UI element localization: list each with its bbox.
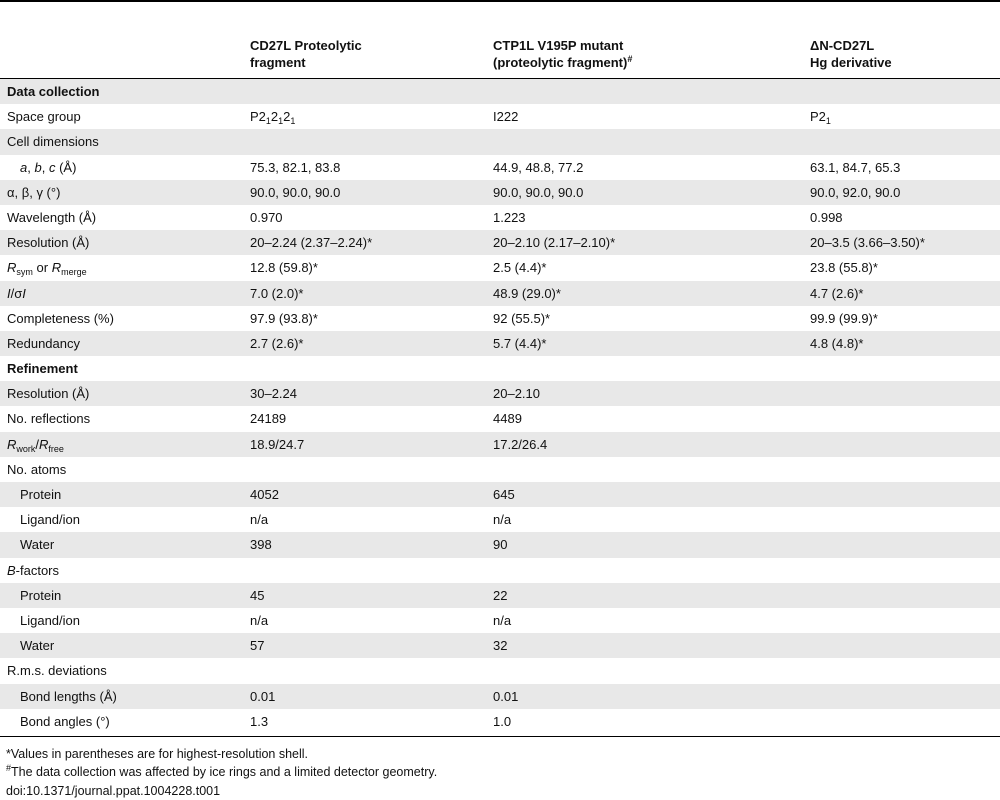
table-header [0,29,1000,78]
top-rule [0,0,1000,2]
table-row-no-atoms: No. atoms [7,461,67,477]
footnote-star: *Values in parentheses are for highest-resolution shell. [6,747,309,761]
doi-text: doi:10.1371/journal.ppat.1004228.t001 [6,784,221,798]
table-body [0,79,1000,734]
table-row-abc: a, b, c (Å) 75.3, 82.1, 83.8 44.9, 48.8, 77.2 63.1, 84.7, 65.3 [20,159,901,175]
table-row-rwork-rfree: $R_{work}/R_{free}$ 18.9/24.7 17.2/26.4 [0,432,1000,457]
table-row-rms: R.m.s. deviations [7,663,107,679]
table-row-angles: α, β, γ (°) 90.0, 90.0, 90.0 90.0, 90.0, 90.0 90.0, 92.0, 90.0 [0,180,1000,205]
column-header-2: CTP1L V195P mutant (proteolytic fragment)# [493,38,633,70]
section-refinement: Refinement [7,361,78,377]
table-row-bfactors: B-factors [7,562,60,578]
bottom-rule [0,736,1000,737]
table-row-isig: I/σI 7.0 (2.0)* 48.9 (29.0)* 4.7 (2.6)* [0,281,1000,306]
space-group-1: $P2_12_12_1$ [250,109,296,127]
table-row-b-protein: Protein 45 22 [0,583,1000,608]
column-header-1: CD27L Proteolytic fragment [250,38,362,70]
table-row-bond-angles: Bond angles (°) 1.3 1.0 [20,713,512,729]
table-row-wavelength: Wavelength (Å) 0.970 1.223 0.998 [7,209,843,225]
table-row-atoms-ligand: Ligand/ion n/a n/a [20,512,512,528]
table-row-ref-resolution: Resolution (Å) 30–2.24 20–2.10 [0,381,1000,406]
footnote-hash: #The data collection was affected by ice rings and a limited detector geometry. [6,763,438,779]
table-footnotes [6,745,437,800]
table-row-atoms-protein: Protein 4052 645 [0,482,1000,507]
table-row-redundancy: Redundancy 2.7 (2.6)* 5.7 (4.4)* 4.8 (4.8)* [0,331,1000,356]
table-row-b-water: Water 57 32 [0,633,1000,658]
section-data-collection: Data collection [0,79,1000,104]
space-group-3: $P2_1$ [810,109,831,127]
table-row-atoms-water: Water 398 90 [0,532,1000,557]
column-header-3: ΔN-CD27L Hg derivative [810,38,892,70]
table-row-bond-lengths: Bond lengths (Å) 0.01 0.01 [0,684,1000,709]
table-row-space-group: Space group $P2_12_12_1$ I222 $P2_1$ [0,104,1000,129]
table-row-no-reflections: No. reflections 24189 4489 [7,411,522,427]
table-row-completeness: Completeness (%) 97.9 (93.8)* 92 (55.5)* 99.9 (99.9)* [7,310,878,326]
table-row-cell-dimensions: Cell dimensions [0,129,1000,154]
table-row-b-ligand: Ligand/ion n/a n/a [20,612,512,628]
table-row-rsym: $R_{sym}$ or $R_{merge}$ 12.8 (59.8)* 2.5 (4.4)* 23.8 (55.8)* [7,260,878,278]
table-row-resolution: Resolution (Å) 20–2.24 (2.37–2.24)* 20–2.10 (2.17–2.10)* 20–3.5 (3.66–3.50)* [0,230,1000,255]
